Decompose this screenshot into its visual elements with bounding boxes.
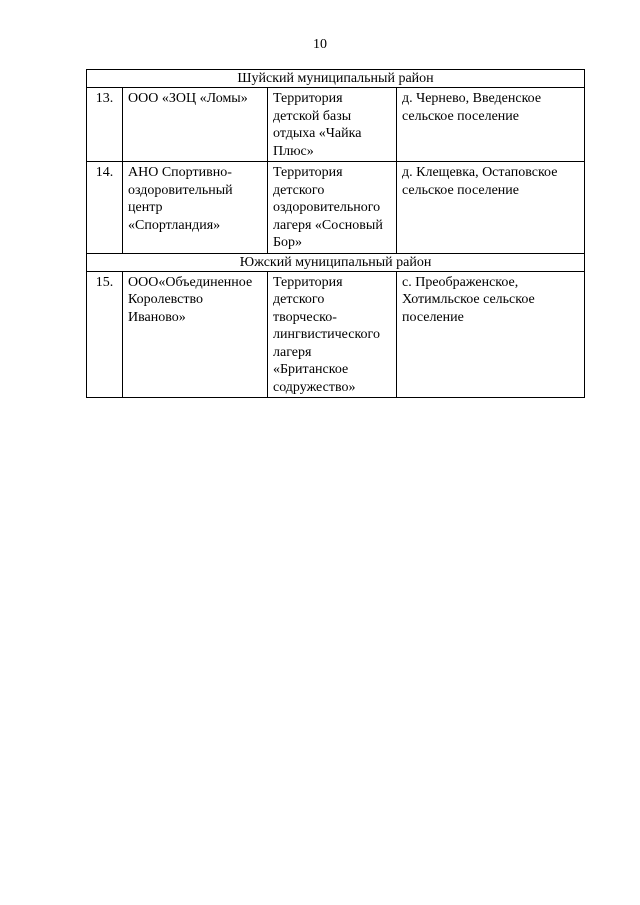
location-cell: д. Клещевка, Остаповское сельское поселение — [397, 162, 585, 254]
organization-cell: ООО «ЗОЦ «Ломы» — [123, 88, 268, 162]
territory-cell: Территория детского оздоровительного лагеря «Сосновый Бор» — [268, 162, 397, 254]
section-title: Южский муниципальный район — [87, 253, 585, 271]
row-number: 13. — [87, 88, 123, 162]
organization-cell: АНО Спортивно- оздоровительный центр «Спортландия» — [123, 162, 268, 254]
organization-cell: ООО«Объединенное Королевство Иваново» — [123, 271, 268, 398]
territory-cell: Территория детского творческо- лингвистического лагеря «Британское содружество» — [268, 271, 397, 398]
location-cell: д. Чернево, Введенское сельское поселение — [397, 88, 585, 162]
camps-table — [86, 69, 585, 398]
section-header-row — [87, 253, 585, 271]
table-row — [87, 162, 585, 254]
territory-cell: Территория детской базы отдыха «Чайка Плюс» — [268, 88, 397, 162]
row-number: 15. — [87, 271, 123, 398]
page-number: 10 — [313, 37, 327, 52]
table-row — [87, 88, 585, 162]
table-row — [87, 271, 585, 398]
section-header-row — [87, 70, 585, 88]
section-title: Шуйский муниципальный район — [87, 70, 585, 88]
row-number: 14. — [87, 162, 123, 254]
location-cell: с. Преображенское, Хотимльское сельское поселение — [397, 271, 585, 398]
